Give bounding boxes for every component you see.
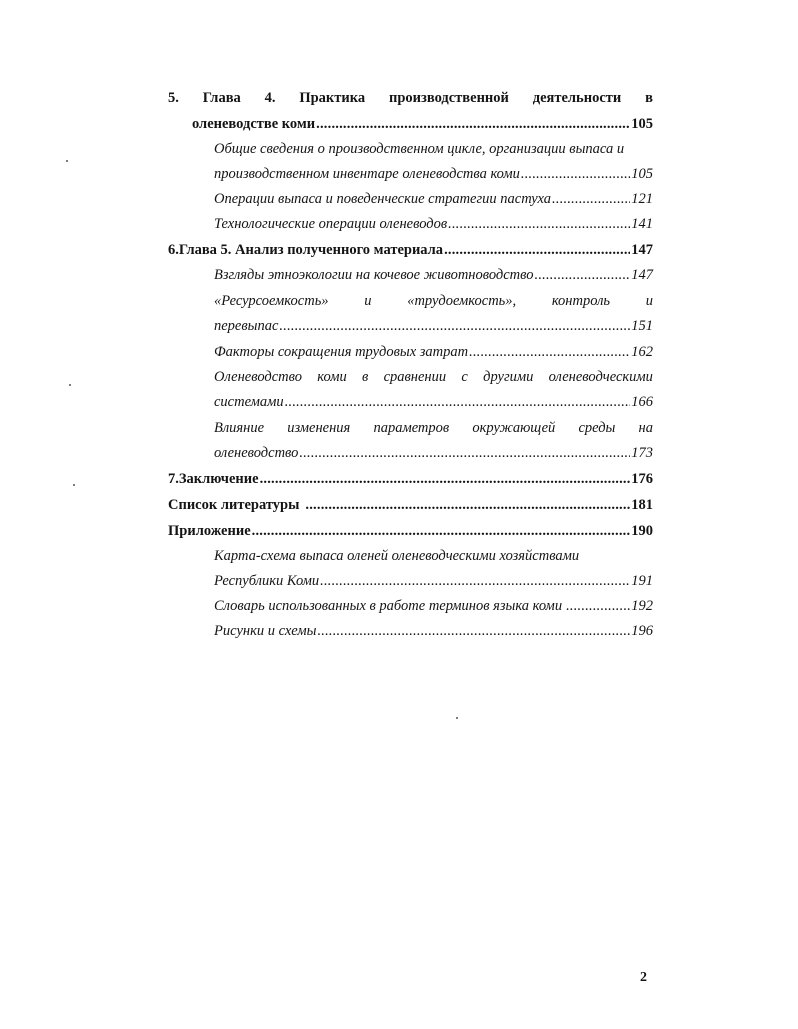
dot-leader — [535, 265, 631, 285]
toc-section-resource-word: и — [645, 293, 653, 309]
dot-leader — [566, 596, 630, 616]
toc-section-comparison-title-cont: системами — [214, 394, 284, 410]
toc-section-resource-line-1 — [214, 291, 653, 311]
toc-appendix-map-page: 191 — [631, 573, 653, 589]
toc-section-technology — [214, 214, 653, 234]
toc-section-resource-word: «Ресурсоемкость» — [214, 293, 329, 309]
toc-chapter-4-line-2 — [192, 114, 653, 134]
toc-section-comparison-word: в — [361, 369, 369, 385]
toc-section-grazing-page: 121 — [631, 191, 653, 207]
toc-chapter-4-word: Глава — [202, 90, 241, 106]
toc-section-comparison-word: с — [461, 369, 468, 385]
toc-appendix-page: 190 — [631, 523, 653, 539]
toc-appendix-figures-page: 196 — [631, 623, 653, 639]
toc-section-technology-page: 141 — [631, 216, 653, 232]
toc-section-influence-word: Влияние — [214, 420, 265, 436]
toc-section-general-page: 105 — [631, 166, 653, 182]
toc-section-influence-word: на — [638, 420, 653, 436]
dot-leader — [317, 621, 630, 641]
dot-leader — [469, 342, 630, 362]
toc-conclusion-number: 7. — [168, 471, 179, 487]
toc-chapter-4-word: производственной — [389, 90, 509, 106]
toc-appendix-dictionary — [214, 596, 653, 616]
toc-chapter-4-word: в — [645, 90, 653, 106]
dot-leader — [305, 495, 630, 515]
scan-speck — [73, 484, 75, 486]
toc-section-comparison-word: другими — [483, 369, 534, 385]
toc-section-general-title: Общие сведения о производственном цикле, организации выпаса и — [214, 141, 625, 157]
toc-section-factors — [214, 342, 653, 362]
toc-section-technology-title: Технологические операции оленеводов — [214, 216, 448, 232]
toc-section-influence-line-1 — [214, 418, 653, 438]
toc-section-comparison-word: Оленеводство — [214, 369, 302, 385]
toc-section-factors-page: 162 — [631, 344, 653, 360]
toc-section-grazing — [214, 189, 653, 209]
toc-section-comparison-line-2 — [214, 392, 653, 412]
toc-chapter-4-word: деятельности — [532, 90, 622, 106]
toc-section-influence-word: параметров — [373, 420, 450, 436]
toc-chapter-4-line-1 — [168, 88, 653, 108]
toc-section-general-title-cont: производственном инвентаре оленеводства коми — [214, 166, 520, 182]
scan-speck — [69, 384, 71, 386]
scan-speck — [66, 160, 68, 162]
toc-section-influence-word: окружающей — [472, 420, 556, 436]
toc-section-influence-title-cont: оленеводство — [214, 445, 299, 461]
dot-leader — [316, 114, 630, 134]
toc-section-ethnoecology — [214, 265, 653, 285]
toc-appendix-map-title-cont: Республики Коми — [214, 573, 320, 589]
toc-section-influence-word: среды — [578, 420, 616, 436]
page-number: 2 — [640, 970, 647, 985]
toc-appendix-figures — [214, 621, 653, 641]
toc-chapter-4-title-cont: оленеводстве коми — [192, 116, 316, 132]
dot-leader — [299, 443, 630, 463]
toc-section-resource-word: контроль — [551, 293, 611, 309]
dot-leader — [260, 469, 631, 489]
toc-chapter-4-word: 4. — [264, 90, 276, 106]
toc-chapter-5 — [168, 240, 653, 260]
toc-section-comparison-word: оленеводческими — [548, 369, 653, 385]
dot-leader — [444, 240, 630, 260]
toc-section-general-line-1 — [214, 139, 653, 159]
dot-leader — [285, 392, 631, 412]
toc-section-factors-title: Факторы сокращения трудовых затрат — [214, 344, 469, 360]
toc-appendix-dictionary-title: Словарь использованных в работе терминов языка коми — [214, 598, 563, 614]
toc-conclusion — [168, 469, 653, 489]
toc-chapter-5-page: 147 — [631, 242, 653, 258]
toc-section-resource-word: «трудоемкость», — [407, 293, 517, 309]
toc-section-influence-page: 173 — [631, 445, 653, 461]
toc-section-resource-title-cont: перевыпас — [214, 318, 279, 334]
toc-section-ethnoecology-title: Взгляды этноэкологии на кочевое животноводство — [214, 267, 534, 283]
toc-appendix-map-line-2 — [214, 571, 653, 591]
toc-appendix-title: Приложение — [168, 523, 251, 539]
toc-conclusion-title: Заключение — [178, 471, 259, 487]
toc-section-ethnoecology-page: 147 — [631, 267, 653, 283]
toc-section-comparison-word: сравнении — [383, 369, 447, 385]
toc-section-resource-word: и — [364, 293, 372, 309]
toc-appendix-map-line-1 — [214, 546, 653, 566]
toc-appendix-figures-title: Рисунки и схемы — [214, 623, 317, 639]
toc-section-general-line-2 — [214, 164, 653, 184]
toc-chapter-4-word: Практика — [299, 90, 366, 106]
toc-bibliography — [168, 495, 653, 515]
toc-section-influence-word: изменения — [287, 420, 351, 436]
dot-leader — [448, 214, 630, 234]
toc-bibliography-page: 181 — [631, 497, 653, 513]
toc-chapter-4-number: 5. — [168, 90, 179, 106]
toc-appendix-map-title: Карта-схема выпаса оленей оленеводческими хозяйствами — [214, 548, 580, 564]
toc-chapter-5-title: Глава 5. Анализ полученного материала — [178, 242, 444, 258]
toc-bibliography-title: Список литературы — [168, 497, 300, 513]
toc-appendix — [168, 521, 653, 541]
scan-speck — [456, 717, 458, 719]
dot-leader — [252, 521, 631, 541]
toc-section-resource-line-2 — [214, 316, 653, 336]
toc-section-resource-page: 151 — [631, 318, 653, 334]
dot-leader — [320, 571, 630, 591]
dot-leader — [279, 316, 630, 336]
toc-section-grazing-title: Операции выпаса и поведенческие стратегии пастуха — [214, 191, 552, 207]
toc-section-comparison-word: коми — [317, 369, 347, 385]
dot-leader — [552, 189, 630, 209]
toc-chapter-5-number: 6. — [168, 242, 179, 258]
toc-section-comparison-line-1 — [214, 367, 653, 387]
toc-chapter-4-page: 105 — [631, 116, 653, 132]
toc-conclusion-page: 176 — [631, 471, 653, 487]
toc-section-comparison-page: 166 — [631, 394, 653, 410]
dot-leader — [521, 164, 630, 184]
toc-appendix-dictionary-page: 192 — [631, 598, 653, 614]
toc-section-influence-line-2 — [214, 443, 653, 463]
